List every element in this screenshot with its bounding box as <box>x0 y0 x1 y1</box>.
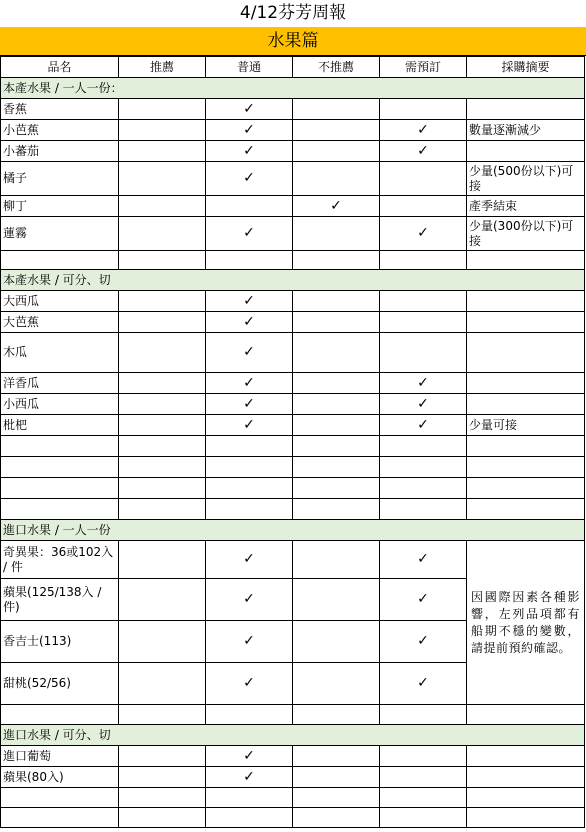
recommended-cell <box>119 579 206 621</box>
preorder-cell: ✓ <box>380 415 467 436</box>
section-label: 進口水果 / 一人一份 <box>1 520 585 541</box>
normal-cell: ✓ <box>206 162 293 196</box>
item-name: 進口葡萄 <box>1 746 119 767</box>
recommended-cell <box>119 312 206 333</box>
table-row <box>1 120 585 141</box>
item-name: 香蕉 <box>1 99 119 120</box>
not-recommended-cell <box>293 621 380 663</box>
empty-row <box>1 705 585 725</box>
report-subtitle: 水果篇 <box>0 28 586 56</box>
header-not-recommended: 不推薦 <box>293 57 380 78</box>
table-row <box>1 767 585 788</box>
normal-cell: ✓ <box>206 312 293 333</box>
normal-cell: ✓ <box>206 767 293 788</box>
section-row <box>1 78 585 99</box>
header-recommended: 推薦 <box>119 57 206 78</box>
not-recommended-cell <box>293 141 380 162</box>
not-recommended-cell <box>293 217 380 251</box>
fruit-table <box>0 56 585 828</box>
recommended-cell <box>119 217 206 251</box>
header-preorder: 需預訂 <box>380 57 467 78</box>
preorder-cell: ✓ <box>380 621 467 663</box>
preorder-cell: ✓ <box>380 120 467 141</box>
recommended-cell <box>119 621 206 663</box>
not-recommended-cell <box>293 120 380 141</box>
table-row <box>1 415 585 436</box>
empty-row <box>1 436 585 457</box>
section-label: 本產水果 / 可分、切 <box>1 270 585 291</box>
item-name: 香吉士(113) <box>1 621 119 663</box>
normal-cell: ✓ <box>206 120 293 141</box>
table-row <box>1 217 585 251</box>
not-recommended-cell <box>293 162 380 196</box>
not-recommended-cell <box>293 312 380 333</box>
normal-cell: ✓ <box>206 541 293 579</box>
recommended-cell <box>119 99 206 120</box>
empty-row <box>1 251 585 270</box>
preorder-cell: ✓ <box>380 541 467 579</box>
not-recommended-cell <box>293 663 380 705</box>
not-recommended-cell <box>293 99 380 120</box>
report-title: 4/12芬芳周報 <box>0 0 586 28</box>
preorder-cell <box>380 99 467 120</box>
section-row <box>1 520 585 541</box>
table-header-row <box>1 57 585 78</box>
recommended-cell <box>119 415 206 436</box>
recommended-cell <box>119 663 206 705</box>
normal-cell: ✓ <box>206 99 293 120</box>
recommended-cell <box>119 394 206 415</box>
table-row <box>1 99 585 120</box>
item-name: 蘋果(80入) <box>1 767 119 788</box>
summary-cell: 少量(300份以下)可接 <box>467 217 585 251</box>
normal-cell: ✓ <box>206 746 293 767</box>
section-label: 本產水果 / 一人一份： <box>1 78 585 99</box>
summary-cell: 產季結束 <box>467 196 585 217</box>
item-name: 蓮霧 <box>1 217 119 251</box>
empty-row <box>1 808 585 828</box>
recommended-cell <box>119 767 206 788</box>
normal-cell: ✓ <box>206 291 293 312</box>
table-row <box>1 746 585 767</box>
summary-cell <box>467 312 585 333</box>
summary-cell: 數量逐漸減少 <box>467 120 585 141</box>
summary-cell <box>467 373 585 394</box>
normal-cell: ✓ <box>206 579 293 621</box>
summary-cell <box>467 291 585 312</box>
preorder-cell: ✓ <box>380 141 467 162</box>
summary-cell <box>467 394 585 415</box>
recommended-cell <box>119 373 206 394</box>
summary-cell: 少量可接 <box>467 415 585 436</box>
item-name: 木瓜 <box>1 333 119 373</box>
preorder-cell <box>380 333 467 373</box>
recommended-cell <box>119 746 206 767</box>
not-recommended-cell <box>293 541 380 579</box>
not-recommended-cell: ✓ <box>293 196 380 217</box>
not-recommended-cell <box>293 579 380 621</box>
not-recommended-cell <box>293 291 380 312</box>
item-name: 枇杷 <box>1 415 119 436</box>
normal-cell: ✓ <box>206 663 293 705</box>
not-recommended-cell <box>293 767 380 788</box>
item-name: 大西瓜 <box>1 291 119 312</box>
empty-row <box>1 788 585 808</box>
header-normal: 普通 <box>206 57 293 78</box>
empty-row <box>1 499 585 520</box>
preorder-cell <box>380 746 467 767</box>
table-row <box>1 312 585 333</box>
item-name: 橘子 <box>1 162 119 196</box>
normal-cell: ✓ <box>206 394 293 415</box>
item-name: 大芭蕉 <box>1 312 119 333</box>
not-recommended-cell <box>293 415 380 436</box>
table-row <box>1 162 585 196</box>
item-name: 蘋果(125/138入 / 件) <box>1 579 119 621</box>
summary-cell <box>467 767 585 788</box>
recommended-cell <box>119 141 206 162</box>
preorder-cell: ✓ <box>380 394 467 415</box>
item-name: 洋香瓜 <box>1 373 119 394</box>
preorder-cell <box>380 196 467 217</box>
summary-cell <box>467 99 585 120</box>
preorder-cell <box>380 767 467 788</box>
table-row <box>1 541 585 579</box>
normal-cell: ✓ <box>206 621 293 663</box>
table-row <box>1 394 585 415</box>
preorder-cell: ✓ <box>380 373 467 394</box>
normal-cell: ✓ <box>206 373 293 394</box>
recommended-cell <box>119 291 206 312</box>
preorder-cell: ✓ <box>380 663 467 705</box>
normal-cell <box>206 196 293 217</box>
not-recommended-cell <box>293 746 380 767</box>
section-label: 進口水果 / 可分、切 <box>1 725 585 746</box>
table-row <box>1 333 585 373</box>
preorder-cell <box>380 312 467 333</box>
header-name: 品名 <box>1 57 119 78</box>
section-row <box>1 270 585 291</box>
normal-cell: ✓ <box>206 141 293 162</box>
normal-cell: ✓ <box>206 333 293 373</box>
not-recommended-cell <box>293 333 380 373</box>
header-summary: 採購摘要 <box>467 57 585 78</box>
recommended-cell <box>119 333 206 373</box>
table-row <box>1 141 585 162</box>
item-name: 小西瓜 <box>1 394 119 415</box>
table-row <box>1 291 585 312</box>
recommended-cell <box>119 162 206 196</box>
empty-row <box>1 478 585 499</box>
item-name: 小芭蕉 <box>1 120 119 141</box>
item-name: 柳丁 <box>1 196 119 217</box>
section-row <box>1 725 585 746</box>
not-recommended-cell <box>293 373 380 394</box>
recommended-cell <box>119 120 206 141</box>
preorder-cell: ✓ <box>380 217 467 251</box>
import-note-cell: 因國際因素各種影響，左列品項都有船期不穩的變數，請提前預約確認。 <box>467 541 585 705</box>
item-name: 奇異果：36或102入 / 件 <box>1 541 119 579</box>
normal-cell: ✓ <box>206 415 293 436</box>
empty-row <box>1 457 585 478</box>
summary-cell: 少量(500份以下)可接 <box>467 162 585 196</box>
summary-cell <box>467 141 585 162</box>
preorder-cell: ✓ <box>380 579 467 621</box>
item-name: 小蕃茄 <box>1 141 119 162</box>
recommended-cell <box>119 196 206 217</box>
normal-cell: ✓ <box>206 217 293 251</box>
table-row <box>1 196 585 217</box>
preorder-cell <box>380 162 467 196</box>
item-name: 甜桃(52/56) <box>1 663 119 705</box>
summary-cell <box>467 333 585 373</box>
table-row <box>1 373 585 394</box>
summary-cell <box>467 746 585 767</box>
preorder-cell <box>380 291 467 312</box>
not-recommended-cell <box>293 394 380 415</box>
recommended-cell <box>119 541 206 579</box>
